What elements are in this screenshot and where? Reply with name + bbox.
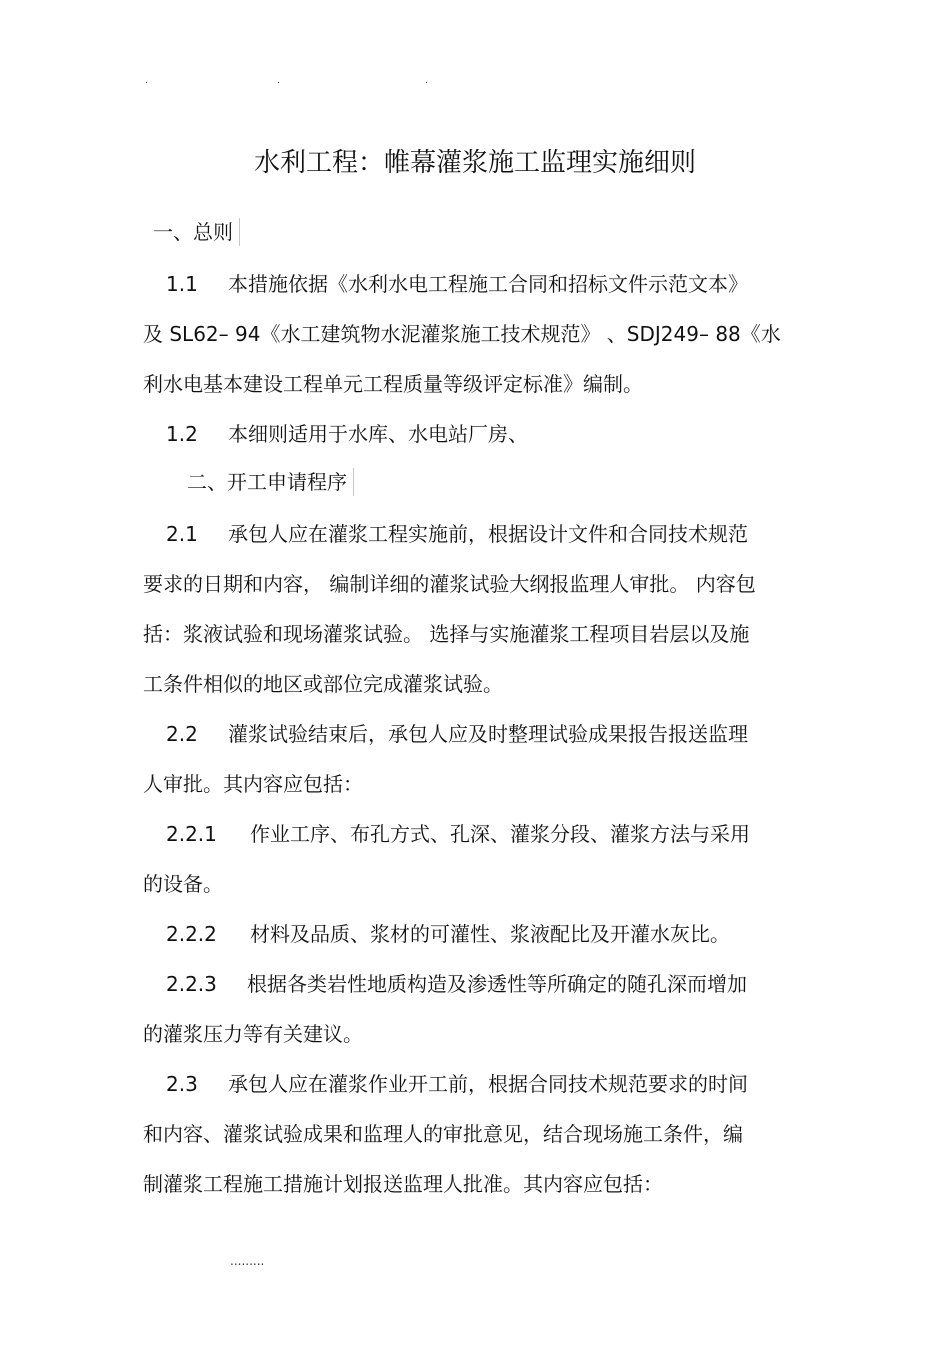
paragraph-line: 要求的日期和内容， 编制详细的灌浆试验大纲报监理人审批。 内容包 [143,572,756,596]
section-heading-general: 一、总则 [153,218,240,246]
paragraph-line [166,1070,748,1098]
clause-number: 2.1 [166,522,198,546]
paragraph-line [166,420,528,448]
clause-text: 根据各类岩性地质构造及渗透性等所确定的随孔深而增加 [247,972,747,996]
clause-text: 本措施依据《水利水电工程施工合同和招标文件示范文本》 [228,272,748,296]
paragraph-line: 的灌浆压力等有关建议。 [143,1022,363,1046]
paragraph-line: 及 SL62– 94《水工建筑物水泥灌浆施工技术规范》 、SDJ249– 88《水 [143,322,781,346]
clause-number: 2.2.3 [166,972,217,996]
paragraph-line [166,820,750,848]
clause-text: 承包人应在灌浆工程实施前，根据设计文件和合同技术规范 [228,522,748,546]
paragraph-line: 制灌浆工程施工措施计划报送监理人批准。其内容应包括： [143,1172,663,1196]
paragraph-line [166,520,748,548]
paragraph-line [166,720,748,748]
clause-text: 材料及品质、浆材的可灌性、浆液配比及开灌水灰比。 [250,922,730,946]
paragraph-line [166,270,748,298]
header-dot: . [145,75,149,86]
header-dot: . [425,75,429,86]
paragraph-line: 人审批。其内容应包括： [143,772,363,796]
section-heading-application: 二、开工申请程序 [187,468,354,496]
clause-number: 1.2 [166,422,198,446]
paragraph-line [166,920,730,948]
paragraph-line: 利水电基本建设工程单元工程质量等级评定标准》编制。 [143,372,643,396]
clause-number: 1.1 [166,272,198,296]
clause-number: 2.2.1 [166,822,217,846]
clause-text: 作业工序、布孔方式、孔深、灌浆分段、灌浆方法与采用 [250,822,750,846]
paragraph-line: 括：浆液试验和现场灌浆试验。 选择与实施灌浆工程项目岩层以及施 [143,622,750,646]
clause-text: 承包人应在灌浆作业开工前，根据合同技术规范要求的时间 [228,1072,748,1096]
paragraph-line [166,970,747,998]
paragraph-line: 的设备。 [143,872,223,896]
clause-number: 2.2.2 [166,922,217,946]
footer-ellipsis: ......... [230,1254,265,1268]
clause-text: 灌浆试验结束后，承包人应及时整理试验成果报告报送监理 [228,722,748,746]
paragraph-line: 和内容、灌浆试验成果和监理人的审批意见，结合现场施工条件，编 [143,1122,743,1146]
header-dot: . [277,75,281,86]
clause-text: 本细则适用于水库、水电站厂房、 [228,422,528,446]
clause-number: 2.3 [166,1072,198,1096]
paragraph-line: 工条件相似的地区或部位完成灌浆试验。 [143,672,503,696]
clause-number: 2.2 [166,722,198,746]
document-title: 水利工程：帷幕灌浆施工监理实施细则 [253,148,696,178]
